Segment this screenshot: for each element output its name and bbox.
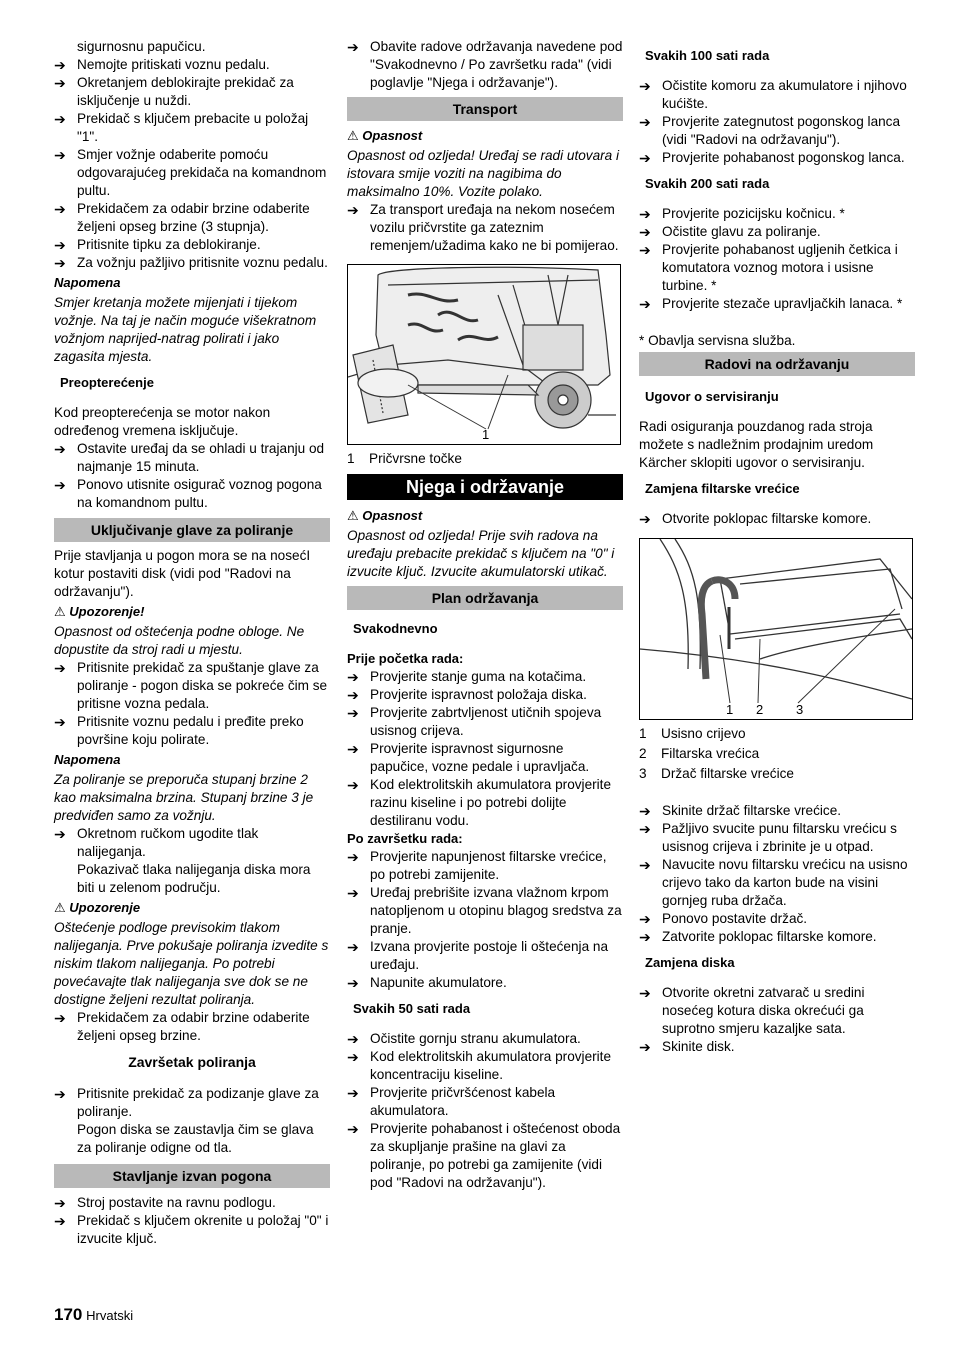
step: ➔ Kod elektrolitskih akumulatora provjerite koncentraciju kiseline. xyxy=(347,1048,623,1084)
figure-legend-item: 1 Pričvrsne točke xyxy=(347,451,462,466)
step: ➔ Navucite novu filtarsku vrećicu na usisno crijevo tako da karton bude na visini gornjeg ruba držača. xyxy=(639,856,915,910)
service-note: * Obavlja servisna služba. xyxy=(639,333,796,348)
column-3 xyxy=(639,38,915,1056)
figure-callout: 3 xyxy=(796,702,804,717)
step: ➔ Stroj postavite na ravnu podlogu. xyxy=(54,1194,330,1212)
step: ➔ Prekidač s ključem okrenite u položaj "0" i izvucite ključ. xyxy=(54,1212,330,1248)
subsection-title: Prije početka rada: xyxy=(347,651,464,666)
column-2 xyxy=(347,38,623,1192)
warning-icon: ⚠ xyxy=(54,604,66,619)
step: ➔ Ponovo postavite držač. xyxy=(639,910,915,928)
warning-label: ⚠ Upozorenje xyxy=(54,900,141,915)
step: ➔ Prekidač s ključem prebacite u položaj "1". xyxy=(54,110,330,146)
subsection-title: Svakih 200 sati rada xyxy=(645,176,770,191)
step: ➔ Prekidačem za odabir brzine odaberite željeni opseg brzine (3 stupnja). xyxy=(54,200,330,236)
step: ➔ Provjerite pohabanost i oštećenost oboda za skupljanje prašine na glavi za poliranje, po potrebi ga zamijenite (vidi pod "Radovi na održavanju"). xyxy=(347,1120,623,1192)
step: ➔ Izvana provjerite postoje li oštećenja na uređaju. xyxy=(347,938,623,974)
step-continuation: Pogon diska se zaustavlja čim se glava za poliranje odigne od tla. xyxy=(77,1122,314,1155)
subsection-title: Svakodnevno xyxy=(353,621,438,636)
step-continuation: Pokazivač tlaka nalijeganja diska mora biti u zelenom području. xyxy=(77,862,311,895)
step: ➔ Pritisnite voznu pedalu i pređite preko površine koju polirate. xyxy=(54,713,330,749)
subsection-title: Svakih 100 sati rada xyxy=(645,48,770,63)
chapter-title: Njega i održavanje xyxy=(347,474,623,500)
subsection-title: Preopterećenje xyxy=(60,375,154,390)
warning-icon: ⚠ xyxy=(347,128,359,143)
warning-text: Oštećenje podloge previsokim tlakom nalijeganja. Prve pokušaje poliranja izvedite s niskim tlakom nalijeganja. Po potrebi povećavajte tlak nalijeganja sve dok se ne dostigne željeni rezultat poliranja. xyxy=(54,920,329,1007)
paragraph: Prije stavljanja u pogon mora se na nosećI kotur postaviti disk (vidi pod "Radovi na održavanju"). xyxy=(54,548,311,599)
warning-label: ⚠ Upozorenje! xyxy=(54,604,145,619)
figure-callout: 1 xyxy=(482,427,490,442)
step: ➔ Pritisnite prekidač za podizanje glave za poliranje. xyxy=(54,1085,330,1121)
section-bar: Radovi na održavanju xyxy=(639,352,915,376)
step: ➔ Za transport uređaja na nekom nosećem vozilu pričvrstite ga zateznim remenjem/užadima kako ne bi pomijerao. xyxy=(347,201,623,255)
step: ➔ Provjerite pričvršćenost kabela akumulatora. xyxy=(347,1084,623,1120)
note-text: Za poliranje se preporuča stupanj brzine 2 kao maksimalna brzina. Stupanj brzine 3 je predviđen samo za vožnju. xyxy=(54,772,314,823)
figure-callout: 1 xyxy=(726,702,734,717)
machine-illustration xyxy=(348,265,620,444)
subsection-title: Ugovor o servisiranju xyxy=(645,389,779,404)
step: ➔ Pritisnite tipku za deblokiranje. xyxy=(54,236,330,254)
step: ➔ Očistite glavu za poliranje. xyxy=(639,223,915,241)
step: ➔ Pritisnite prekidač za spuštanje glave za poliranje - pogon diska se pokreće čim se pritisne vozna pedala. xyxy=(54,659,330,713)
note-label: Napomena xyxy=(54,275,121,290)
note-text: Smjer kretanja možete mijenjati i tijekom vožnje. Na taj je način moguće višekratnom vožnjom naprijed-natrag polirati i jako zagasita mjesta. xyxy=(54,295,317,364)
subsection-title: Završetak poliranja xyxy=(128,1054,256,1070)
subsection-title: Po završetku rada: xyxy=(347,831,463,846)
figure-filter-bag xyxy=(639,538,913,720)
note-label: Napomena xyxy=(54,752,121,767)
section-bar: Transport xyxy=(347,97,623,121)
step: ➔ Provjerite napunjenost filtarske vrećice, po potrebi zamijenite. xyxy=(347,848,623,884)
text-line: sigurnosnu papučicu. xyxy=(77,39,206,54)
paragraph: Kod preopterećenja se motor nakon određenog vremena isključuje. xyxy=(54,405,271,438)
step: ➔ Provjerite zabrtvljenost utičnih spojeva usisnog crijeva. xyxy=(347,704,623,740)
subsection-title: Zamjena filtarske vrećice xyxy=(645,481,800,496)
step: ➔ Otvorite poklopac filtarske komore. xyxy=(639,510,915,528)
step: ➔ Ostavite uređaj da se ohladi u trajanju od najmanje 15 minuta. xyxy=(54,440,330,476)
step: ➔ Prekidačem za odabir brzine odaberite željeni opseg brzine. xyxy=(54,1009,330,1045)
danger-label: ⚠ Opasnost xyxy=(347,128,423,143)
paragraph: Radi osiguranja pouzdanog rada stroja možete s nadležnim prodajnim uredom Kärcher sklopiti ugovor o servisiranju. xyxy=(639,419,874,470)
page-footer xyxy=(54,1306,133,1325)
figure-transport-machine xyxy=(347,264,621,445)
step: ➔ Očistite komoru za akumulatore i njihovo kućište. xyxy=(639,77,915,113)
step: ➔ Kod elektrolitskih akumulatora provjerite razinu kiseline i po potrebi dolijte destiliranu vodu. xyxy=(347,776,623,830)
filter-chamber-illustration xyxy=(640,539,912,719)
step: ➔ Obavite radove održavanja navedene pod "Svakodnevno / Po završetku rada" (vidi poglavlje "Njega i održavanje"). xyxy=(347,38,623,92)
section-bar: Stavljanje izvan pogona xyxy=(54,1164,330,1188)
step: ➔ Provjerite pohabanost ugljenih četkica i komutatora voznog motora i usisne turbine. * xyxy=(639,241,915,295)
page-number: 170 xyxy=(54,1305,83,1324)
step: ➔ Skinite disk. xyxy=(639,1038,915,1056)
warning-text: Opasnost od oštećenja podne obloge. Ne dopustite da stroj radi u mjestu. xyxy=(54,624,305,657)
step: ➔ Provjerite pohabanost pogonskog lanca. xyxy=(639,149,915,167)
step: ➔ Provjerite ispravnost položaja diska. xyxy=(347,686,623,704)
figure-legend-item: 1 Usisno crijevo xyxy=(639,726,746,741)
step: ➔ Uređaj prebrišite izvana vlažnom krpom natopljenom u otopinu blagog sredstva za pranje. xyxy=(347,884,623,938)
figure-legend-item: 3 Držač filtarske vrećice xyxy=(639,766,794,781)
warning-icon: ⚠ xyxy=(347,508,359,523)
page-language: Hrvatski xyxy=(86,1308,134,1323)
step: ➔ Ponovo utisnite osigurač voznog pogona na komandnom pultu. xyxy=(54,476,330,512)
danger-label: ⚠ Opasnost xyxy=(347,508,423,523)
figure-callout: 2 xyxy=(756,702,764,717)
step: ➔ Provjerite zategnutost pogonskog lanca (vidi "Radovi na održavanju"). xyxy=(639,113,915,149)
step: ➔ Provjerite stezače upravljačkih lanaca. * xyxy=(639,295,915,313)
column-1 xyxy=(54,38,330,1248)
step: ➔ Smjer vožnje odaberite pomoću odgovarajućeg prekidača na komandnom pultu. xyxy=(54,146,330,200)
step: ➔ Nemojte pritiskati voznu pedalu. xyxy=(54,56,330,74)
danger-text: Opasnost od ozljeda! Uređaj se radi utovara i istovara smije voziti na nagibima do maksimalno 10%. Vozite polako. xyxy=(347,148,620,199)
step: ➔ Otvorite okretni zatvarač u sredini nosećeg kotura diska okrećući ga suprotno smjeru kazaljke sata. xyxy=(639,984,915,1038)
section-bar: Uključivanje glave za poliranje xyxy=(54,518,330,542)
step: ➔ Zatvorite poklopac filtarske komore. xyxy=(639,928,915,946)
subsection-title: Svakih 50 sati rada xyxy=(353,1001,471,1016)
step: ➔ Provjerite pozicijsku kočnicu. * xyxy=(639,205,915,223)
step: ➔ Očistite gornju stranu akumulatora. xyxy=(347,1030,623,1048)
step: ➔ Okretnom ručkom ugodite tlak nalijeganja. xyxy=(54,825,330,861)
step: ➔ Za vožnju pažljivo pritisnite voznu pedalu. xyxy=(54,254,330,272)
step: ➔ Provjerite stanje guma na kotačima. xyxy=(347,668,623,686)
warning-icon: ⚠ xyxy=(54,900,66,915)
danger-text: Opasnost od ozljeda! Prije svih radova na uređaju prebacite prekidač s ključem na "0" i izvucite ključ. Izvucite akumulatorski utikač. xyxy=(347,528,615,579)
section-bar: Plan održavanja xyxy=(347,586,623,610)
step: ➔ Pažljivo svucite punu filtarsku vrećicu s usisnog crijeva i zbrinite je u otpad. xyxy=(639,820,915,856)
figure-legend-item: 2 Filtarska vrećica xyxy=(639,746,760,761)
subsection-title: Zamjena diska xyxy=(645,955,735,970)
step: ➔ Napunite akumulatore. xyxy=(347,974,623,992)
step: ➔ Provjerite ispravnost sigurnosne papučice, vozne pedale i upravljača. xyxy=(347,740,623,776)
step: ➔ Skinite držač filtarske vrećice. xyxy=(639,802,915,820)
step: ➔ Okretanjem deblokirajte prekidač za isključenje u nuždi. xyxy=(54,74,330,110)
